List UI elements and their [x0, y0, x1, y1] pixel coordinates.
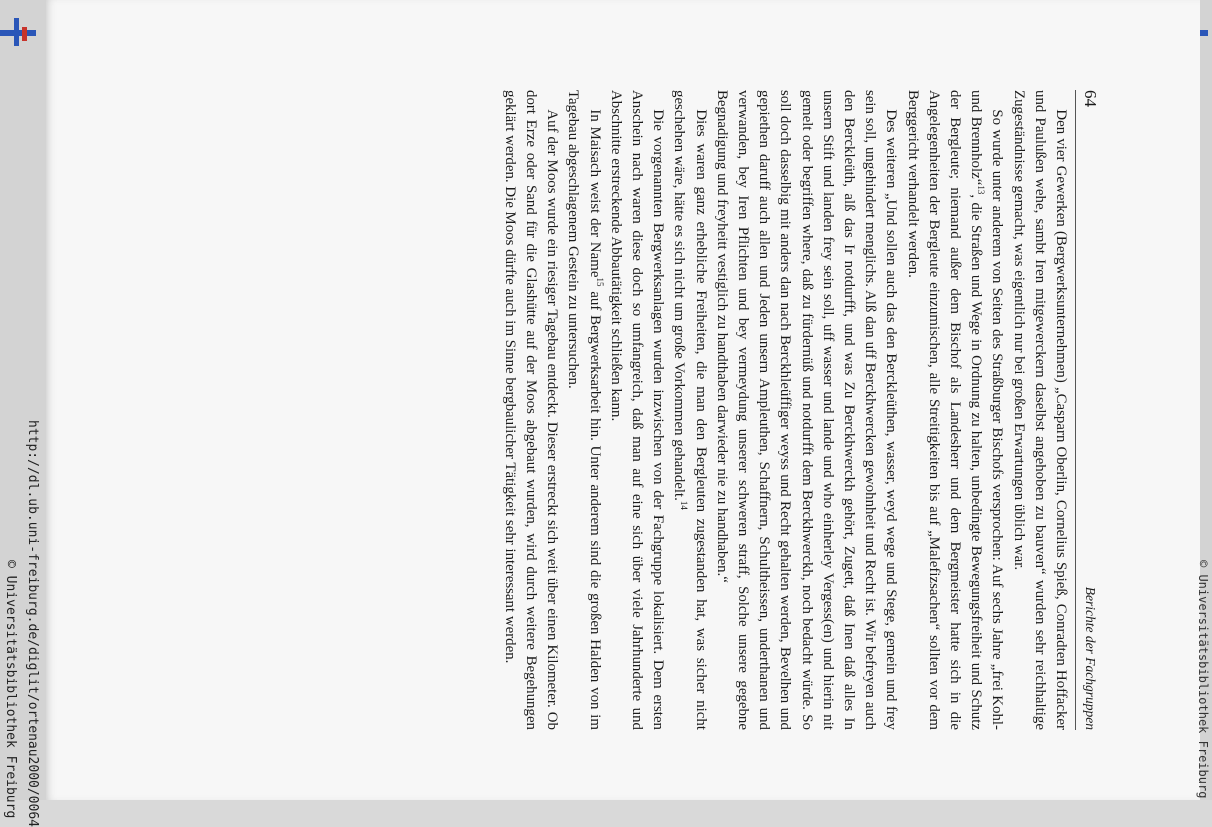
paragraph: Den vier Gewerken (Bergwerksunternehmen) „Casparn Oberlin, Cornelius Spieß, Conradten Hoffacker und Paulußen wehe, sambt Iren mitgewerckern daselbst angehoben zu bauven“ wurden sehr reichhaltige Zugeständnisse gemacht, was eigentlich nur bei großen Erwartungen üblich war.	[1010, 90, 1069, 730]
paragraph-text: In Maisach weist der Name	[586, 109, 603, 278]
paragraph	[901, 90, 1007, 730]
paragraph: Die vorgenannten Bergwerksanlagen wurden inzwischen von der Fachgruppe lokalisiert. Dem ersten Anschein nach waren diese doch so umfangreich, daß man auf eine sich über viele Jahrhunderte und Abschnitte erstreckende Abbautätigkeit schließen kann.	[607, 90, 667, 730]
footnote-ref: 15	[594, 277, 605, 287]
paragraph-text: So wurde unter anderem von Seiten des Straßburger Bischofs versprochen: Auf sechs Jahre „frei Kohl- und Brennholz“	[968, 90, 1006, 730]
bookmark-marker-stem	[14, 18, 19, 46]
paragraph: Auf der Moos wurde ein riesiger Tagebau entdeckt. Dieser erstreckt sich weit über einen Kilometer. Ob dort Erze oder Sand für die Glashütte auf der Moos abgebaut wurden, wird durch weitere Begehungen geklärt werden. Die Moos dürfte auch im Sinne bergbaulicher Tätigkeit sehr interessant werden.	[501, 90, 561, 730]
paragraph	[668, 90, 710, 730]
right-watermark: © Universitätsbibliothek Freiburg	[1196, 560, 1210, 799]
paragraph-text: Dies waren ganz erhebliche Freiheiten, die man den Bergleuten zugestanden hat, was sicher nicht geschehen wäre, hätte es sich nicht um große Vorkommen gehandelt.	[671, 90, 709, 730]
right-bookmark-marker-icon	[1200, 30, 1208, 36]
paragraph	[562, 90, 604, 730]
footnote-ref: 13	[976, 185, 987, 195]
page-number: 64	[1081, 90, 1100, 107]
watermark-url: http://dl.ub.uni-freiburg.de/diglit/ortenau2000/0064	[25, 420, 40, 827]
page-header	[1075, 90, 1100, 730]
paragraph: Des weiteren „Und sollen auch das den Berckleüthen, wasser, weyd wege und Stege, gemein und frey sein soll, ungehindert menglichs. Alß dan uff Berckhwercken gewohnheit und Recht ist. Wir befreyen auch den Berckleüth, alß das Ir notdurfft, und was Zu Berckhwerckh gehört, Zugett, daß Inen daß alles In unsern Stift und landen frey sein soll, uff wasser und lande und who einherley Vergess(en) und hierin nit gemelt oder begriffen where, daß zu fürdernüß und notdurfft dem Berckhwerckh, noch bedacht würde. So soll doch dasselbig mit anders dan nach Berckhleüffiger weyss und Recht gehalten werden, Bevelhen und gepiethen daruff auch allen und Jeden unsern Ampleuthen, Schaffnern, Schultheissen, underthanen und verwanden, bey Iren Pflichten und bey vermeydung unserer schweren straff, Solche unsere gegebne Begnadigung und freyheitt vestiglich zu handthaben darwieder nie zu handhaben.“	[713, 90, 900, 730]
paragraph-text: , die Straßen und Wege in Ordnung zu halten, unbedingte Bewegungsfreiheit und Schutz der Bergleute; niemand außer dem Bischof als Landesherr und dem Bergmeister hatte sich in die Angelegenheiten der Bergleute einzumischen, alle Streitigkeiten bis auf „Malefizsachen“ sollten vor dem Berggericht verhandelt werden.	[904, 90, 985, 730]
running-head: Berichte der Fachgruppen	[1083, 586, 1098, 730]
page-text-block	[200, 90, 1100, 730]
paragraph-text: auf Bergwerksarbeit hin. Unter anderem sind die großen Halden von im Tagebau abgeschlagenem Gestein zu untersuchen.	[565, 90, 603, 730]
footnote-ref: 14	[679, 500, 690, 510]
bookmark-marker-red	[22, 27, 27, 41]
watermark-copyright: © Universitätsbibliothek Freiburg	[3, 560, 18, 819]
